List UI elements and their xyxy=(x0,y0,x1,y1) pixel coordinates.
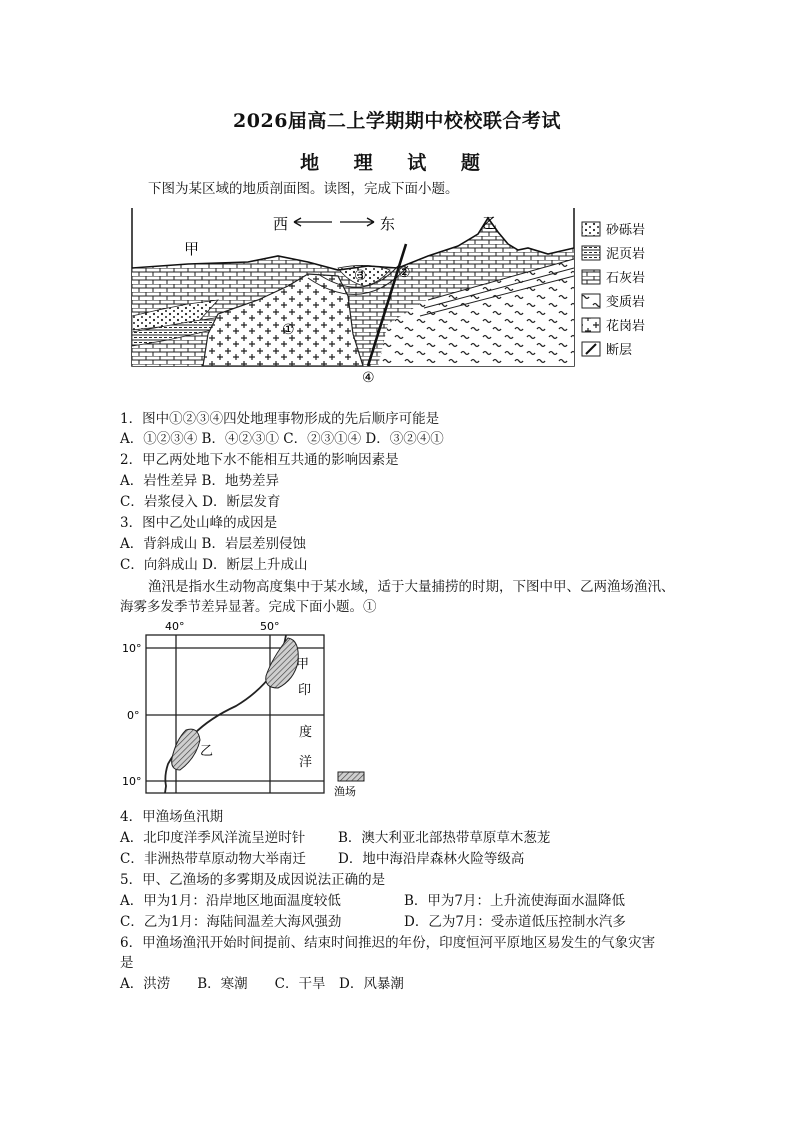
q2-stem: 2．甲乙两处地下水不能相互共通的影响因素是 xyxy=(120,452,399,468)
q6-stem-line2: 是 xyxy=(120,955,134,971)
lon-40-label: 40° xyxy=(165,620,185,633)
legend-fault: 断层 xyxy=(606,343,633,358)
q3-options-cd: C．向斜成山 D．断层上升成山 xyxy=(120,557,308,573)
exam-subtitle: 地 理 试 题 xyxy=(300,152,494,174)
q1-stem: 1．图中①②③④四处地理事物形成的先后顺序可能是 xyxy=(120,411,440,427)
fishing-ground-legend-label: 渔场 xyxy=(334,785,356,798)
map-jia-label: 甲 xyxy=(296,657,310,672)
q3-options-ab: A．背斜成山 B．岩层差别侵蚀 xyxy=(120,536,306,552)
q5-option-d: D．乙为7月：受赤道低压控制水汽多 xyxy=(404,914,626,930)
q6-options: A．洪涝 B．寒潮 C．干旱 D．风暴潮 xyxy=(120,976,404,992)
mark-3: ③ xyxy=(354,268,367,284)
q3-stem: 3．图中乙处山峰的成因是 xyxy=(120,515,278,531)
mark-2: ② xyxy=(398,265,411,281)
fishing-ground-map xyxy=(118,618,368,800)
map-yin-label: 印 xyxy=(298,683,312,698)
jia-label: 甲 xyxy=(184,240,200,258)
q5-option-a: A．甲为1月：沿岸地区地面温度较低 xyxy=(120,893,341,909)
east-label: 东 xyxy=(380,215,396,233)
q4-option-b: B．澳大利亚北部热带草原草木葱茏 xyxy=(338,830,551,846)
legend-granite: 花岗岩 xyxy=(606,319,646,334)
q2-options-cd: C．岩浆侵入 D．断层发育 xyxy=(120,494,281,510)
map-yi-label: 乙 xyxy=(200,744,214,759)
q6-stem-line1: 6．甲渔场渔汛开始时间提前、结束时间推迟的年份，印度恒河平原地区易发生的气象灾害 xyxy=(120,935,656,951)
intro-paragraph-2-line1: 渔汛是指水生动物高度集中于某水域，适于大量捕捞的时期，下图中甲、乙两渔场渔汛、 xyxy=(148,579,675,595)
q1-options: A．①②③④ B．④②③① C．②③①④ D．③②④① xyxy=(120,431,444,447)
intro-paragraph-1: 下图为某区域的地质剖面图。读图，完成下面小题。 xyxy=(148,181,459,197)
intro-paragraph-2-line2: 海雾多发季节差异显著。完成下面小题。① xyxy=(120,599,377,615)
exam-title: 2026届高二上学期期中校校联合考试 xyxy=(233,110,561,132)
mark-1: ① xyxy=(282,322,295,338)
yi-label: 乙 xyxy=(482,214,498,232)
map-du-label: 度 xyxy=(299,725,313,740)
map-yang-label: 洋 xyxy=(299,755,313,770)
q5-option-b: B．甲为7月：上升流使海面水温降低 xyxy=(404,893,626,909)
q5-stem: 5．甲、乙渔场的多雾期及成因说法正确的是 xyxy=(120,872,386,888)
q5-option-c: C．乙为1月：海陆间温差大海风强劲 xyxy=(120,914,342,930)
q2-options-ab: A．岩性差异 B．地势差异 xyxy=(120,473,279,489)
lat-10s-label: 10° xyxy=(122,775,142,788)
legend-conglomerate: 砂砾岩 xyxy=(606,223,646,238)
geo-legend xyxy=(582,222,645,358)
q4-option-c: C．非洲热带草原动物大举南迁 xyxy=(120,851,306,867)
legend-limestone: 石灰岩 xyxy=(606,271,646,286)
lat-0-label: 0° xyxy=(127,709,140,722)
west-label: 西 xyxy=(273,215,289,233)
fishing-ground-legend-swatch xyxy=(338,772,364,781)
mark-4: ④ xyxy=(362,370,375,386)
legend-metamorphic: 变质岩 xyxy=(606,295,646,310)
legend-shale: 泥页岩 xyxy=(606,247,646,262)
q4-option-a: A．北印度洋季风洋流呈逆时针 xyxy=(120,830,306,846)
q4-stem: 4．甲渔场鱼汛期 xyxy=(120,809,224,825)
q4-option-d: D．地中海沿岸森林火险等级高 xyxy=(338,851,525,867)
lat-10n-label: 10° xyxy=(122,642,142,655)
geological-cross-section xyxy=(128,204,668,386)
lon-50-label: 50° xyxy=(260,620,280,633)
